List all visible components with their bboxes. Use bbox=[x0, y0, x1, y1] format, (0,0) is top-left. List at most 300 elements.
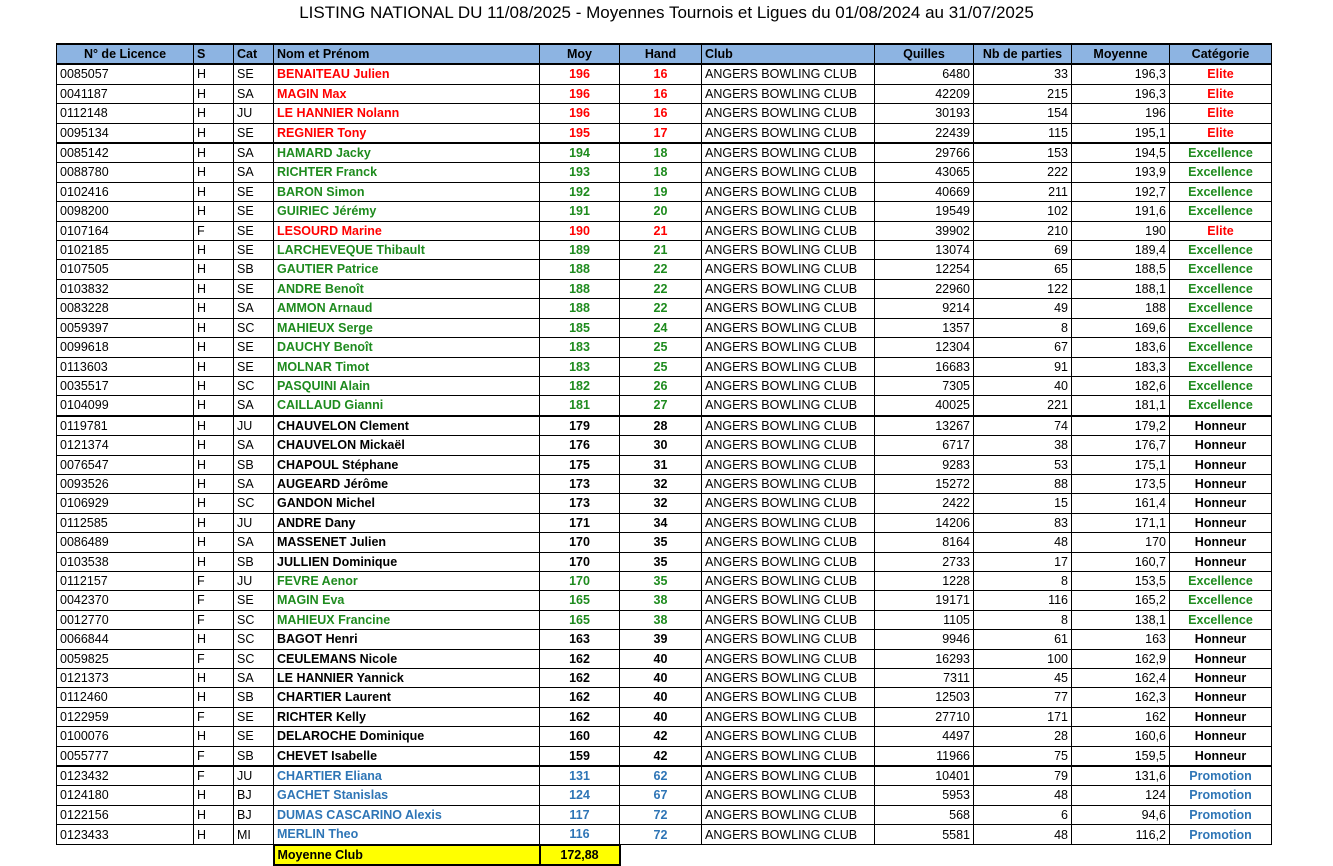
cell-cat: JU bbox=[234, 513, 274, 532]
cell-nom: JULLIEN Dominique bbox=[274, 552, 540, 571]
cell-licence: 0099618 bbox=[57, 338, 194, 357]
cell-moy: 165 bbox=[540, 591, 620, 610]
cell-hand: 24 bbox=[620, 318, 702, 337]
cell-sexe: H bbox=[194, 163, 234, 182]
cell-nom: GAUTIER Patrice bbox=[274, 260, 540, 279]
cell-sexe: H bbox=[194, 455, 234, 474]
cell-categorie: Honneur bbox=[1170, 552, 1272, 571]
cell-moy: 191 bbox=[540, 202, 620, 221]
cell-hand: 38 bbox=[620, 591, 702, 610]
cell-moy: 170 bbox=[540, 533, 620, 552]
cell-parties: 45 bbox=[974, 669, 1072, 688]
cell-sexe: F bbox=[194, 746, 234, 766]
cell-quilles: 568 bbox=[875, 805, 974, 824]
cell-parties: 33 bbox=[974, 64, 1072, 84]
table-row bbox=[57, 669, 1272, 688]
cell-hand: 40 bbox=[620, 688, 702, 707]
cell-club: ANGERS BOWLING CLUB bbox=[702, 357, 875, 376]
cell-sexe: F bbox=[194, 221, 234, 240]
cell-parties: 53 bbox=[974, 455, 1072, 474]
cell-moyenne: 159,5 bbox=[1072, 746, 1170, 766]
cell-licence: 0112460 bbox=[57, 688, 194, 707]
cell-parties: 17 bbox=[974, 552, 1072, 571]
cell-moy: 116 bbox=[540, 825, 620, 845]
cell-cat: SC bbox=[234, 318, 274, 337]
cell-nom: DUMAS CASCARINO Alexis bbox=[274, 805, 540, 824]
cell-nom: CHARTIER Laurent bbox=[274, 688, 540, 707]
cell-categorie: Promotion bbox=[1170, 805, 1272, 824]
cell-quilles: 1228 bbox=[875, 571, 974, 590]
cell-quilles: 5581 bbox=[875, 825, 974, 845]
cell-categorie: Excellence bbox=[1170, 163, 1272, 182]
footer-spacer bbox=[57, 845, 274, 865]
table-row bbox=[57, 436, 1272, 455]
cell-parties: 8 bbox=[974, 610, 1072, 629]
table-row bbox=[57, 630, 1272, 649]
cell-hand: 27 bbox=[620, 396, 702, 416]
cell-club: ANGERS BOWLING CLUB bbox=[702, 221, 875, 240]
cell-club: ANGERS BOWLING CLUB bbox=[702, 571, 875, 590]
cell-moyenne: 190 bbox=[1072, 221, 1170, 240]
cell-moyenne: 182,6 bbox=[1072, 376, 1170, 395]
cell-club: ANGERS BOWLING CLUB bbox=[702, 591, 875, 610]
cell-cat: SE bbox=[234, 221, 274, 240]
cell-sexe: H bbox=[194, 279, 234, 298]
header-moyenne: Moyenne bbox=[1072, 44, 1170, 64]
cell-hand: 72 bbox=[620, 805, 702, 824]
cell-licence: 0088780 bbox=[57, 163, 194, 182]
cell-cat: JU bbox=[234, 416, 274, 436]
cell-parties: 91 bbox=[974, 357, 1072, 376]
cell-licence: 0112157 bbox=[57, 571, 194, 590]
cell-categorie: Elite bbox=[1170, 64, 1272, 84]
cell-categorie: Elite bbox=[1170, 221, 1272, 240]
table-row bbox=[57, 279, 1272, 298]
table-row bbox=[57, 513, 1272, 532]
cell-moyenne: 163 bbox=[1072, 630, 1170, 649]
table-row bbox=[57, 357, 1272, 376]
cell-cat: JU bbox=[234, 766, 274, 786]
cell-moyenne: 191,6 bbox=[1072, 202, 1170, 221]
cell-sexe: H bbox=[194, 396, 234, 416]
cell-cat: SE bbox=[234, 182, 274, 201]
cell-categorie: Honneur bbox=[1170, 707, 1272, 726]
cell-cat: SE bbox=[234, 279, 274, 298]
cell-licence: 0095134 bbox=[57, 123, 194, 143]
cell-sexe: F bbox=[194, 707, 234, 726]
cell-categorie: Honneur bbox=[1170, 513, 1272, 532]
cell-sexe: H bbox=[194, 143, 234, 163]
listing-table bbox=[56, 43, 1272, 866]
cell-parties: 100 bbox=[974, 649, 1072, 668]
cell-licence: 0042370 bbox=[57, 591, 194, 610]
cell-parties: 28 bbox=[974, 727, 1072, 746]
table-row bbox=[57, 104, 1272, 123]
cell-licence: 0112148 bbox=[57, 104, 194, 123]
cell-categorie: Honneur bbox=[1170, 649, 1272, 668]
cell-categorie: Excellence bbox=[1170, 299, 1272, 318]
cell-sexe: H bbox=[194, 630, 234, 649]
cell-club: ANGERS BOWLING CLUB bbox=[702, 84, 875, 103]
cell-categorie: Excellence bbox=[1170, 279, 1272, 298]
cell-nom: LESOURD Marine bbox=[274, 221, 540, 240]
cell-quilles: 16293 bbox=[875, 649, 974, 668]
cell-parties: 48 bbox=[974, 533, 1072, 552]
cell-quilles: 16683 bbox=[875, 357, 974, 376]
cell-hand: 25 bbox=[620, 338, 702, 357]
cell-cat: SA bbox=[234, 474, 274, 493]
cell-club: ANGERS BOWLING CLUB bbox=[702, 260, 875, 279]
cell-moy: 196 bbox=[540, 84, 620, 103]
cell-hand: 16 bbox=[620, 84, 702, 103]
cell-categorie: Honneur bbox=[1170, 727, 1272, 746]
cell-moy: 183 bbox=[540, 357, 620, 376]
footer-row bbox=[57, 845, 1272, 865]
table-row bbox=[57, 533, 1272, 552]
table-row bbox=[57, 202, 1272, 221]
cell-moy: 170 bbox=[540, 571, 620, 590]
cell-nom: GUIRIEC Jérémy bbox=[274, 202, 540, 221]
table-row bbox=[57, 552, 1272, 571]
cell-categorie: Excellence bbox=[1170, 571, 1272, 590]
cell-club: ANGERS BOWLING CLUB bbox=[702, 727, 875, 746]
cell-moy: 162 bbox=[540, 688, 620, 707]
cell-sexe: H bbox=[194, 552, 234, 571]
cell-quilles: 30193 bbox=[875, 104, 974, 123]
cell-moyenne: 188,1 bbox=[1072, 279, 1170, 298]
cell-cat: SC bbox=[234, 630, 274, 649]
cell-licence: 0035517 bbox=[57, 376, 194, 395]
cell-parties: 154 bbox=[974, 104, 1072, 123]
cell-quilles: 13267 bbox=[875, 416, 974, 436]
cell-quilles: 27710 bbox=[875, 707, 974, 726]
cell-sexe: H bbox=[194, 357, 234, 376]
cell-moy: 173 bbox=[540, 474, 620, 493]
cell-club: ANGERS BOWLING CLUB bbox=[702, 474, 875, 493]
cell-parties: 48 bbox=[974, 825, 1072, 845]
cell-club: ANGERS BOWLING CLUB bbox=[702, 64, 875, 84]
cell-moy: 175 bbox=[540, 455, 620, 474]
cell-parties: 49 bbox=[974, 299, 1072, 318]
cell-categorie: Excellence bbox=[1170, 396, 1272, 416]
cell-parties: 6 bbox=[974, 805, 1072, 824]
cell-nom: REGNIER Tony bbox=[274, 123, 540, 143]
cell-moy: 182 bbox=[540, 376, 620, 395]
table-row bbox=[57, 64, 1272, 84]
cell-licence: 0083228 bbox=[57, 299, 194, 318]
table-row bbox=[57, 221, 1272, 240]
header-row bbox=[57, 44, 1272, 64]
cell-moy: 160 bbox=[540, 727, 620, 746]
cell-nom: GANDON Michel bbox=[274, 494, 540, 513]
cell-hand: 40 bbox=[620, 707, 702, 726]
cell-hand: 67 bbox=[620, 786, 702, 805]
cell-hand: 22 bbox=[620, 260, 702, 279]
table-row bbox=[57, 571, 1272, 590]
table-row bbox=[57, 376, 1272, 395]
cell-cat: SE bbox=[234, 338, 274, 357]
cell-quilles: 1105 bbox=[875, 610, 974, 629]
cell-cat: SA bbox=[234, 436, 274, 455]
cell-categorie: Excellence bbox=[1170, 610, 1272, 629]
cell-sexe: H bbox=[194, 825, 234, 845]
cell-quilles: 40669 bbox=[875, 182, 974, 201]
cell-licence: 0123433 bbox=[57, 825, 194, 845]
cell-parties: 122 bbox=[974, 279, 1072, 298]
cell-quilles: 42209 bbox=[875, 84, 974, 103]
table-row bbox=[57, 396, 1272, 416]
cell-nom: CAILLAUD Gianni bbox=[274, 396, 540, 416]
cell-parties: 83 bbox=[974, 513, 1072, 532]
table-row bbox=[57, 688, 1272, 707]
cell-parties: 15 bbox=[974, 494, 1072, 513]
cell-sexe: H bbox=[194, 202, 234, 221]
cell-sexe: H bbox=[194, 727, 234, 746]
cell-cat: SE bbox=[234, 357, 274, 376]
cell-cat: SA bbox=[234, 299, 274, 318]
cell-moyenne: 183,3 bbox=[1072, 357, 1170, 376]
cell-quilles: 6717 bbox=[875, 436, 974, 455]
cell-parties: 102 bbox=[974, 202, 1072, 221]
cell-licence: 0112585 bbox=[57, 513, 194, 532]
cell-moyenne: 162 bbox=[1072, 707, 1170, 726]
cell-club: ANGERS BOWLING CLUB bbox=[702, 513, 875, 532]
table-row bbox=[57, 416, 1272, 436]
cell-categorie: Elite bbox=[1170, 84, 1272, 103]
cell-hand: 38 bbox=[620, 610, 702, 629]
cell-licence: 0107164 bbox=[57, 221, 194, 240]
cell-club: ANGERS BOWLING CLUB bbox=[702, 416, 875, 436]
cell-nom: MAHIEUX Serge bbox=[274, 318, 540, 337]
cell-licence: 0102185 bbox=[57, 241, 194, 260]
cell-licence: 0059825 bbox=[57, 649, 194, 668]
cell-moy: 179 bbox=[540, 416, 620, 436]
header-sexe: S bbox=[194, 44, 234, 64]
header-club: Club bbox=[702, 44, 875, 64]
cell-nom: PASQUINI Alain bbox=[274, 376, 540, 395]
cell-categorie: Promotion bbox=[1170, 825, 1272, 845]
cell-hand: 30 bbox=[620, 436, 702, 455]
cell-moyenne: 124 bbox=[1072, 786, 1170, 805]
cell-licence: 0085057 bbox=[57, 64, 194, 84]
cell-nom: BAGOT Henri bbox=[274, 630, 540, 649]
cell-cat: JU bbox=[234, 104, 274, 123]
cell-nom: ANDRE Dany bbox=[274, 513, 540, 532]
cell-sexe: H bbox=[194, 318, 234, 337]
cell-quilles: 2733 bbox=[875, 552, 974, 571]
cell-moy: 193 bbox=[540, 163, 620, 182]
cell-hand: 72 bbox=[620, 825, 702, 845]
cell-quilles: 39902 bbox=[875, 221, 974, 240]
cell-moyenne: 188 bbox=[1072, 299, 1170, 318]
cell-categorie: Elite bbox=[1170, 104, 1272, 123]
cell-hand: 35 bbox=[620, 533, 702, 552]
cell-licence: 0103538 bbox=[57, 552, 194, 571]
cell-sexe: H bbox=[194, 474, 234, 493]
header-parties: Nb de parties bbox=[974, 44, 1072, 64]
cell-nom: CEULEMANS Nicole bbox=[274, 649, 540, 668]
table-row bbox=[57, 649, 1272, 668]
cell-hand: 31 bbox=[620, 455, 702, 474]
cell-sexe: H bbox=[194, 533, 234, 552]
table-row bbox=[57, 123, 1272, 143]
club-average-value: 172,88 bbox=[540, 845, 620, 865]
cell-parties: 171 bbox=[974, 707, 1072, 726]
cell-quilles: 7305 bbox=[875, 376, 974, 395]
cell-cat: SA bbox=[234, 163, 274, 182]
cell-categorie: Promotion bbox=[1170, 766, 1272, 786]
cell-nom: DELAROCHE Dominique bbox=[274, 727, 540, 746]
cell-moy: 188 bbox=[540, 260, 620, 279]
cell-sexe: F bbox=[194, 591, 234, 610]
cell-moyenne: 138,1 bbox=[1072, 610, 1170, 629]
cell-categorie: Honneur bbox=[1170, 688, 1272, 707]
cell-cat: SE bbox=[234, 241, 274, 260]
cell-moyenne: 196,3 bbox=[1072, 84, 1170, 103]
cell-sexe: H bbox=[194, 338, 234, 357]
cell-licence: 0107505 bbox=[57, 260, 194, 279]
cell-parties: 222 bbox=[974, 163, 1072, 182]
table-row bbox=[57, 318, 1272, 337]
cell-club: ANGERS BOWLING CLUB bbox=[702, 202, 875, 221]
cell-quilles: 12503 bbox=[875, 688, 974, 707]
cell-sexe: H bbox=[194, 123, 234, 143]
cell-club: ANGERS BOWLING CLUB bbox=[702, 241, 875, 260]
cell-moy: 185 bbox=[540, 318, 620, 337]
cell-categorie: Excellence bbox=[1170, 357, 1272, 376]
cell-club: ANGERS BOWLING CLUB bbox=[702, 143, 875, 163]
cell-categorie: Excellence bbox=[1170, 143, 1272, 163]
cell-parties: 61 bbox=[974, 630, 1072, 649]
cell-licence: 0121374 bbox=[57, 436, 194, 455]
cell-cat: JU bbox=[234, 571, 274, 590]
cell-sexe: H bbox=[194, 805, 234, 824]
cell-moyenne: 162,9 bbox=[1072, 649, 1170, 668]
cell-quilles: 29766 bbox=[875, 143, 974, 163]
cell-hand: 17 bbox=[620, 123, 702, 143]
cell-nom: LE HANNIER Nolann bbox=[274, 104, 540, 123]
table-row bbox=[57, 766, 1272, 786]
table-row bbox=[57, 825, 1272, 845]
cell-quilles: 10401 bbox=[875, 766, 974, 786]
cell-club: ANGERS BOWLING CLUB bbox=[702, 707, 875, 726]
cell-quilles: 9946 bbox=[875, 630, 974, 649]
cell-club: ANGERS BOWLING CLUB bbox=[702, 182, 875, 201]
cell-sexe: H bbox=[194, 494, 234, 513]
cell-cat: SE bbox=[234, 123, 274, 143]
cell-licence: 0041187 bbox=[57, 84, 194, 103]
table-row bbox=[57, 299, 1272, 318]
cell-quilles: 13074 bbox=[875, 241, 974, 260]
cell-quilles: 15272 bbox=[875, 474, 974, 493]
cell-nom: ANDRE Benoît bbox=[274, 279, 540, 298]
cell-nom: AMMON Arnaud bbox=[274, 299, 540, 318]
table-row bbox=[57, 805, 1272, 824]
cell-hand: 32 bbox=[620, 474, 702, 493]
cell-licence: 0121373 bbox=[57, 669, 194, 688]
table-row bbox=[57, 786, 1272, 805]
cell-quilles: 12254 bbox=[875, 260, 974, 279]
cell-sexe: F bbox=[194, 766, 234, 786]
cell-quilles: 1357 bbox=[875, 318, 974, 337]
cell-moyenne: 160,6 bbox=[1072, 727, 1170, 746]
cell-nom: MOLNAR Timot bbox=[274, 357, 540, 376]
cell-hand: 35 bbox=[620, 571, 702, 590]
cell-nom: MAGIN Eva bbox=[274, 591, 540, 610]
cell-licence: 0122156 bbox=[57, 805, 194, 824]
cell-parties: 75 bbox=[974, 746, 1072, 766]
cell-licence: 0066844 bbox=[57, 630, 194, 649]
cell-licence: 0103832 bbox=[57, 279, 194, 298]
cell-sexe: H bbox=[194, 182, 234, 201]
cell-club: ANGERS BOWLING CLUB bbox=[702, 552, 875, 571]
cell-club: ANGERS BOWLING CLUB bbox=[702, 318, 875, 337]
cell-club: ANGERS BOWLING CLUB bbox=[702, 825, 875, 845]
cell-club: ANGERS BOWLING CLUB bbox=[702, 630, 875, 649]
cell-club: ANGERS BOWLING CLUB bbox=[702, 610, 875, 629]
cell-hand: 39 bbox=[620, 630, 702, 649]
cell-moyenne: 162,4 bbox=[1072, 669, 1170, 688]
cell-nom: RICHTER Franck bbox=[274, 163, 540, 182]
cell-licence: 0119781 bbox=[57, 416, 194, 436]
cell-club: ANGERS BOWLING CLUB bbox=[702, 338, 875, 357]
cell-nom: MASSENET Julien bbox=[274, 533, 540, 552]
cell-categorie: Elite bbox=[1170, 123, 1272, 143]
cell-parties: 69 bbox=[974, 241, 1072, 260]
cell-sexe: H bbox=[194, 436, 234, 455]
cell-hand: 40 bbox=[620, 669, 702, 688]
cell-parties: 88 bbox=[974, 474, 1072, 493]
cell-club: ANGERS BOWLING CLUB bbox=[702, 688, 875, 707]
cell-club: ANGERS BOWLING CLUB bbox=[702, 436, 875, 455]
cell-moy: 183 bbox=[540, 338, 620, 357]
cell-hand: 20 bbox=[620, 202, 702, 221]
cell-moy: 196 bbox=[540, 104, 620, 123]
cell-categorie: Excellence bbox=[1170, 318, 1272, 337]
cell-cat: SA bbox=[234, 84, 274, 103]
cell-moy: 171 bbox=[540, 513, 620, 532]
cell-club: ANGERS BOWLING CLUB bbox=[702, 786, 875, 805]
cell-licence: 0104099 bbox=[57, 396, 194, 416]
cell-moy: 195 bbox=[540, 123, 620, 143]
cell-hand: 16 bbox=[620, 104, 702, 123]
cell-quilles: 12304 bbox=[875, 338, 974, 357]
cell-quilles: 9283 bbox=[875, 455, 974, 474]
cell-moyenne: 161,4 bbox=[1072, 494, 1170, 513]
cell-cat: SA bbox=[234, 396, 274, 416]
cell-moyenne: 176,7 bbox=[1072, 436, 1170, 455]
header-licence: N° de Licence bbox=[57, 44, 194, 64]
cell-hand: 25 bbox=[620, 357, 702, 376]
cell-moy: 159 bbox=[540, 746, 620, 766]
cell-cat: SB bbox=[234, 260, 274, 279]
cell-quilles: 19171 bbox=[875, 591, 974, 610]
cell-cat: SA bbox=[234, 533, 274, 552]
cell-sexe: H bbox=[194, 669, 234, 688]
cell-hand: 62 bbox=[620, 766, 702, 786]
header-nom: Nom et Prénom bbox=[274, 44, 540, 64]
cell-nom: LE HANNIER Yannick bbox=[274, 669, 540, 688]
cell-sexe: H bbox=[194, 688, 234, 707]
cell-club: ANGERS BOWLING CLUB bbox=[702, 279, 875, 298]
cell-club: ANGERS BOWLING CLUB bbox=[702, 669, 875, 688]
table-row bbox=[57, 143, 1272, 163]
cell-licence: 0076547 bbox=[57, 455, 194, 474]
cell-quilles: 40025 bbox=[875, 396, 974, 416]
cell-licence: 0093526 bbox=[57, 474, 194, 493]
cell-parties: 116 bbox=[974, 591, 1072, 610]
cell-moy: 124 bbox=[540, 786, 620, 805]
